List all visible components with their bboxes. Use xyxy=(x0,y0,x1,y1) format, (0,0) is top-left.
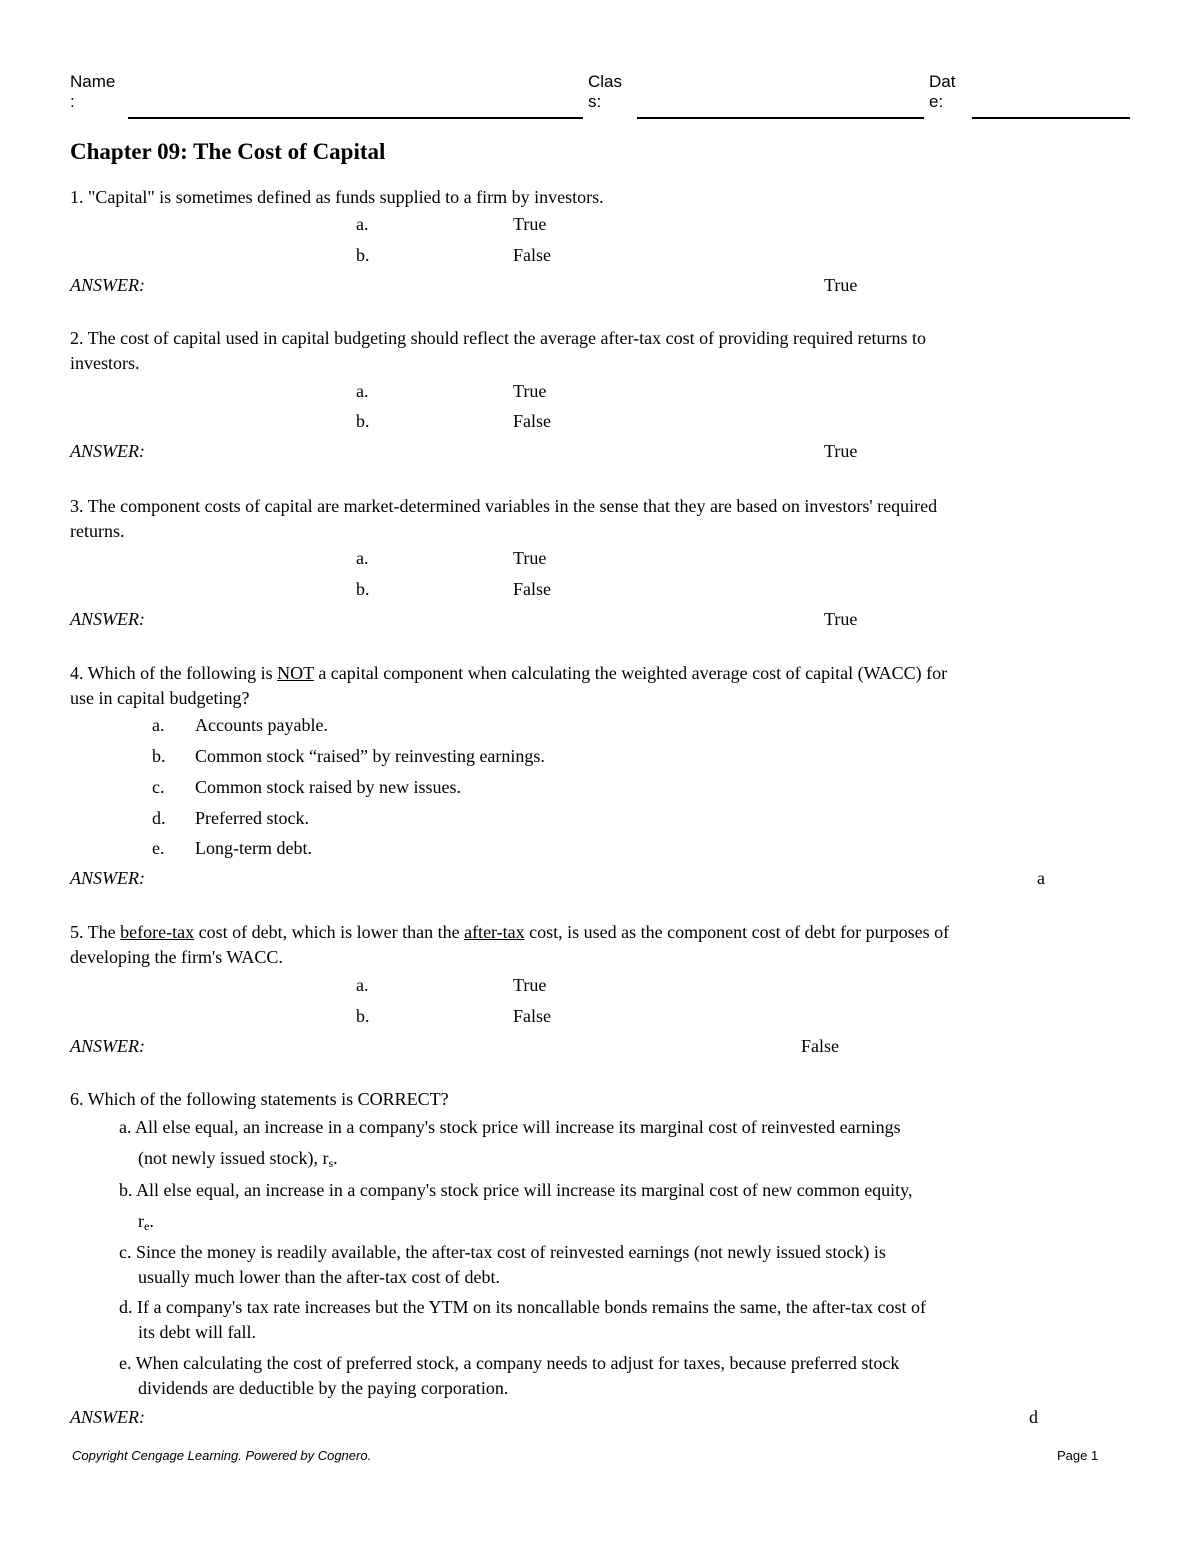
q4-option-b-text: Common stock “raised” by reinvesting earnings. xyxy=(195,746,545,766)
q6-option-b: b. All else equal, an increase in a company's stock price will increase its marginal cost of new common equity, $r_e$. xyxy=(119,1180,913,1233)
q4-option-b-letter: b. xyxy=(152,746,166,766)
q3-answer: True xyxy=(824,609,858,629)
q1-option-b-letter: b. xyxy=(356,245,370,265)
q5-option-b-letter: b. xyxy=(356,1006,370,1026)
q5-answer: False xyxy=(801,1036,839,1056)
question-5: 5. The before-tax cost of debt, which is lower than the after-tax cost, is used as the component cost of debt for purposes of developing the firm's WACC. xyxy=(70,922,950,967)
q1-option-a-text: True xyxy=(513,214,547,234)
question-3: 3. The component costs of capital are market-determined variables in the sense that they are based on investors' required returns. xyxy=(70,496,938,541)
q5-answer-label: ANSWER: xyxy=(70,1036,145,1056)
copyright-footer: Copyright Cengage Learning. Powered by Cognero. xyxy=(72,1448,372,1463)
q3-answer-label: ANSWER: xyxy=(70,609,145,629)
question-2: 2. The cost of capital used in capital budgeting should reflect the average after-tax cost of providing required returns to investors. xyxy=(70,328,927,373)
name-field[interactable] xyxy=(128,117,583,119)
q6-option-d: d. If a company's tax rate increases but the YTM on its noncallable bonds remains the same, the after-tax cost of its debt will fall. xyxy=(119,1297,926,1342)
q1-option-b-text: False xyxy=(513,245,551,265)
class-field[interactable] xyxy=(637,117,924,119)
page-number: Page 1 xyxy=(1057,1448,1099,1463)
q2-answer-label: ANSWER: xyxy=(70,441,145,461)
q1-option-a-letter: a. xyxy=(356,214,369,234)
q2-option-a-letter: a. xyxy=(356,381,369,401)
q4-answer: a xyxy=(1037,868,1045,888)
q6-option-e: e. When calculating the cost of preferred stock, a company needs to adjust for taxes, because preferred stock dividends are deductible by the paying corporation. xyxy=(119,1353,900,1398)
q4-option-e-text: Long-term debt. xyxy=(195,838,312,858)
q6-option-a: a. All else equal, an increase in a company's stock price will increase its marginal cost of reinvested earnings (not newly issued stock), $r_s$. xyxy=(119,1117,901,1170)
question-1: 1. "Capital" is sometimes defined as funds supplied to a firm by investors. xyxy=(70,187,604,207)
q4-option-d-text: Preferred stock. xyxy=(195,808,309,828)
q5-option-a-letter: a. xyxy=(356,975,369,995)
q4-option-d-letter: d. xyxy=(152,808,166,828)
q2-option-b-letter: b. xyxy=(356,411,370,431)
question-6: 6. Which of the following statements is CORRECT? xyxy=(70,1089,449,1109)
q3-option-b-text: False xyxy=(513,579,551,599)
q5-option-a-text: True xyxy=(513,975,547,995)
q4-option-c-text: Common stock raised by new issues. xyxy=(195,777,461,797)
question-4: 4. Which of the following is NOT a capital component when calculating the weighted average cost of capital (WACC) for use in capital budgeting? xyxy=(70,663,948,708)
q3-option-a-letter: a. xyxy=(356,548,369,568)
q6-answer: d xyxy=(1029,1407,1038,1427)
q2-option-b-text: False xyxy=(513,411,551,431)
q6-option-c: c. Since the money is readily available, the after-tax cost of reinvested earnings (not newly issued stock) is usually much lower than the after-tax cost of debt. xyxy=(119,1242,886,1287)
q3-option-a-text: True xyxy=(513,548,547,568)
q4-option-a-letter: a. xyxy=(152,715,165,735)
date-field[interactable] xyxy=(972,117,1130,119)
q4-option-c-letter: c. xyxy=(152,777,165,797)
date-label: Dat e: xyxy=(929,72,956,111)
class-label: Clas s: xyxy=(588,72,623,111)
q2-option-a-text: True xyxy=(513,381,547,401)
page-title: Chapter 09: The Cost of Capital xyxy=(70,139,386,164)
name-label: Name : xyxy=(70,72,116,111)
q1-answer-label: ANSWER: xyxy=(70,275,145,295)
q4-option-a-text: Accounts payable. xyxy=(195,715,328,735)
q1-answer: True xyxy=(824,275,858,295)
q4-answer-label: ANSWER: xyxy=(70,868,145,888)
q6-answer-label: ANSWER: xyxy=(70,1407,145,1427)
q2-answer: True xyxy=(824,441,858,461)
q5-option-b-text: False xyxy=(513,1006,551,1026)
q3-option-b-letter: b. xyxy=(356,579,370,599)
q4-option-e-letter: e. xyxy=(152,838,165,858)
